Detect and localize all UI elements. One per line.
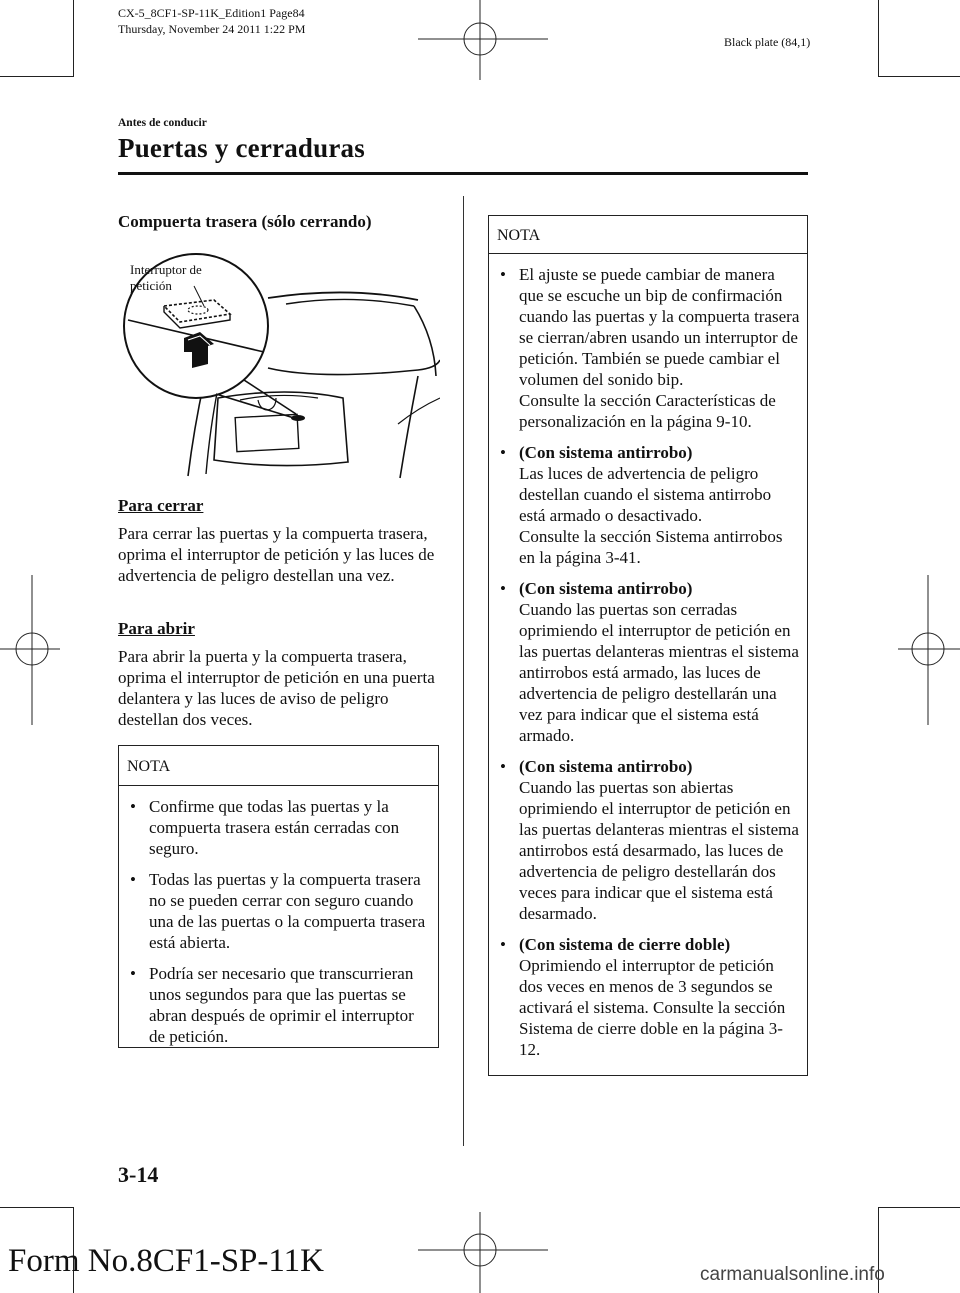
note-list-right [489, 254, 807, 1060]
form-number: Form No.8CF1-SP-11K [8, 1243, 324, 1279]
list-item: • (Con sistema de cierre doble) Oprimiendo el interruptor de petición dos veces en menos de 3 segundos se activará el sistema. Consulte la sección Sistema de cierre doble en la página 3-12. [500, 935, 786, 1059]
registration-mark-left [0, 575, 60, 725]
bullet-icon: • [500, 443, 506, 462]
crop-mark [878, 1207, 960, 1208]
list-item: • Todas las puertas y la compuerta trasera no se pueden cerrar con seguro cuando una de las puertas o la compuerta trasera está abierta. [130, 870, 426, 952]
open-subhead: Para abrir [118, 619, 195, 638]
note-title: NOTA [127, 758, 171, 775]
crop-mark [0, 1207, 74, 1208]
bullet-icon: • [130, 964, 136, 983]
list-item: • Podría ser necesario que transcurrieran unos segundos para que las puertas se abran después de oprimir el interruptor de petición. [130, 964, 414, 1046]
registration-mark-right [898, 575, 960, 725]
bullet-icon: • [500, 265, 506, 284]
note-box-left [118, 745, 439, 1048]
list-item: • Confirme que todas las puertas y la compuerta trasera están cerradas con seguro. [130, 797, 400, 858]
plate-label: Black plate (84,1) [724, 35, 811, 49]
list-item: • (Con sistema antirrobo) Las luces de advertencia de peligro destellan cuando el sistema antirrobo está armado o desactivado. Consulte la sección Sistema antirrobos en la página 3-41. [500, 443, 783, 567]
page-title: Puertas y cerraduras [118, 133, 365, 163]
watermark-link[interactable]: carmanualsonline.info [700, 1264, 885, 1285]
section-label: Antes de conducir [118, 117, 207, 129]
crop-mark [73, 0, 74, 77]
list-item: • El ajuste se puede cambiar de manera que se escuche un bip de confirmación cuando las puertas y la compuerta trasera se cierran/abren usando un interruptor de petición. También se puede cambiar el volumen del sonido bip. Consulte la sección Características de personalización en la página 9-10. [500, 265, 800, 431]
figure-label-line2: petición [130, 278, 172, 293]
bullet-icon: • [130, 797, 136, 816]
bullet-icon: • [500, 579, 506, 598]
subsection-heading: Compuerta trasera (sólo cerrando) [118, 212, 372, 231]
print-file-line: CX-5_8CF1-SP-11K_Edition1 Page84 [118, 6, 305, 20]
title-rule [118, 172, 808, 175]
registration-mark-top [418, 0, 548, 80]
registration-mark-bottom [418, 1212, 548, 1293]
note-box-right [488, 215, 808, 1076]
note-title: NOTA [497, 227, 541, 244]
bullet-icon: • [500, 935, 506, 954]
note-list-left [119, 786, 438, 1047]
liftgate-illustration [118, 248, 440, 484]
crop-mark [0, 76, 74, 77]
open-paragraph: Para abrir la puerta y la compuerta trasera, oprima el interruptor de petición en una puerta delantera y las luces de aviso de peligro destellan dos veces. [118, 647, 435, 729]
column-divider [463, 196, 464, 1146]
bullet-icon: • [130, 870, 136, 889]
list-item: • (Con sistema antirrobo) Cuando las puertas son cerradas oprimiendo el interruptor de petición en las puertas delanteras mientras el sistema antirrobos está armado, las luces de advertencia de peligro destellarán una vez para indicar que el sistema está armado. [500, 579, 799, 745]
crop-mark [878, 76, 960, 77]
page-number: 3-14 [118, 1162, 159, 1187]
bullet-icon: • [500, 757, 506, 776]
close-paragraph: Para cerrar las puertas y la compuerta trasera, oprima el interruptor de petición y las luces de advertencia de peligro destellan una vez. [118, 524, 435, 585]
figure-label-line1: Interruptor de [130, 262, 202, 277]
crop-mark [878, 0, 879, 77]
print-date-line: Thursday, November 24 2011 1:22 PM [118, 22, 306, 36]
list-item: • (Con sistema antirrobo) Cuando las puertas son abiertas oprimiendo el interruptor de petición en las puertas delanteras mientras el sistema antirrobos está desarmado, las luces de advertencia de peligro destellarán dos veces para indicar que el sistema está desarmado. [500, 757, 799, 923]
close-subhead: Para cerrar [118, 496, 204, 515]
